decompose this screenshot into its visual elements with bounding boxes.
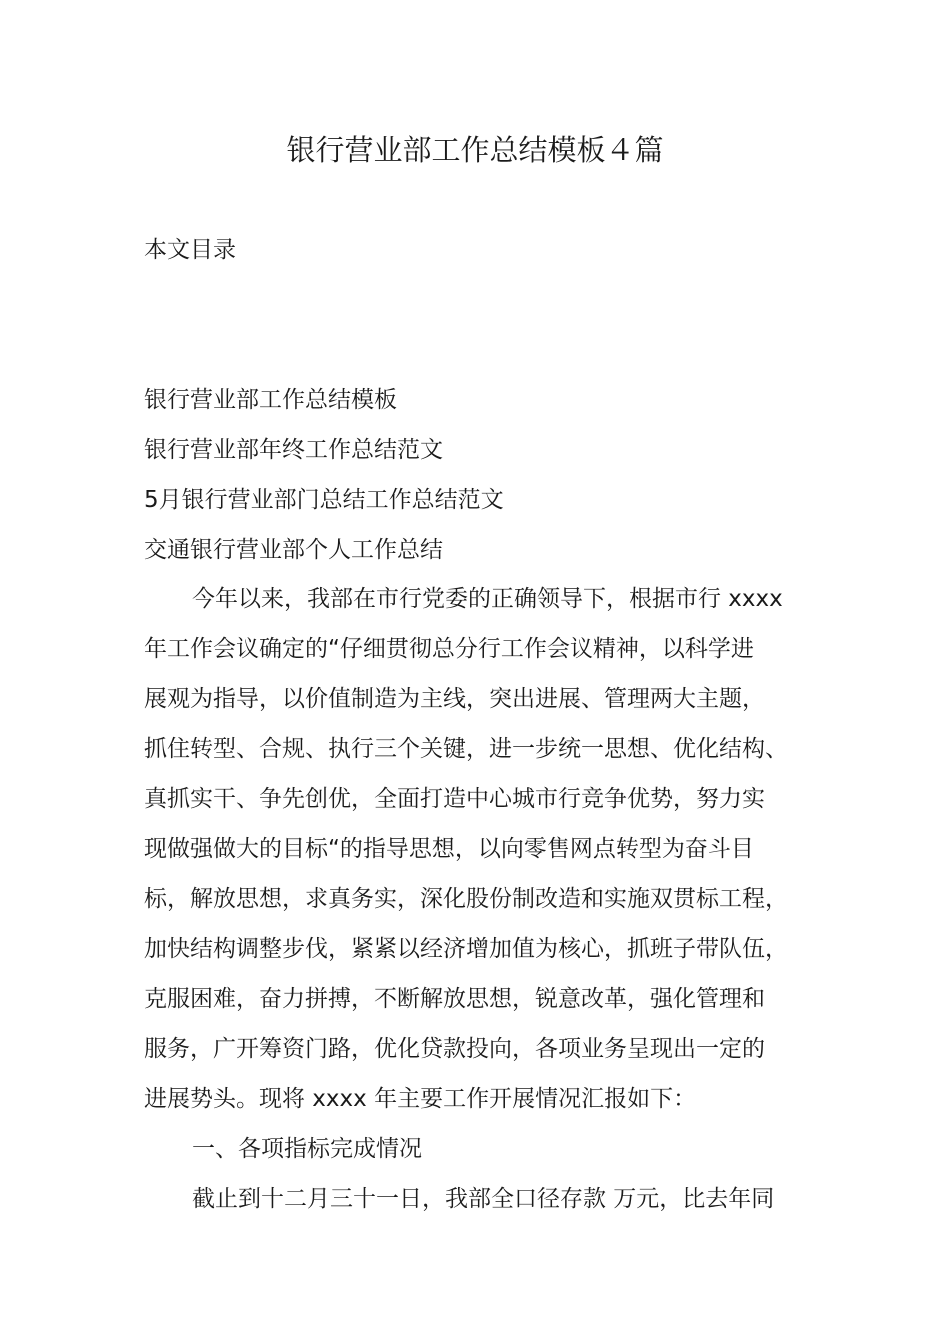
paragraph-line: 年工作会议确定的“仔细贯彻总分行工作会议精神，以科学进	[144, 636, 754, 662]
paragraph-line: 真抓实干、争先创优，全面打造中心城市行竞争优势，努力实	[144, 786, 765, 812]
paragraph-line: 标，解放思想，求真务实，深化股份制改造和实施双贯标工程，	[144, 886, 788, 912]
toc-item[interactable]: 交通银行营业部个人工作总结	[144, 537, 443, 563]
toc-heading: 本文目录	[144, 237, 236, 263]
paragraph-line: 截止到十二月三十一日，我部全口径存款 万元，比去年同	[192, 1186, 775, 1212]
paragraph-line: 展观为指导，以价值制造为主线，突出进展、管理两大主题，	[144, 686, 765, 712]
document-title: 银行营业部工作总结模板４篇	[286, 133, 664, 167]
paragraph-line: 今年以来，我部在市行党委的正确领导下，根据市行 xxxx	[192, 586, 783, 612]
toc-item[interactable]: 银行营业部工作总结模板	[144, 387, 397, 413]
toc-item[interactable]: 5月银行营业部门总结工作总结范文	[144, 487, 504, 513]
paragraph-line: 抓住转型、合规、执行三个关键，进一步统一思想、优化结构、	[144, 736, 788, 762]
paragraph-line: 服务，广开筹资门路，优化贷款投向，各项业务呈现出一定的	[144, 1036, 765, 1062]
section-heading: 一、各项指标完成情况	[192, 1136, 422, 1162]
paragraph-line: 加快结构调整步伐，紧紧以经济增加值为核心，抓班子带队伍，	[144, 936, 788, 962]
paragraph-line: 克服困难，奋力拼搏，不断解放思想，锐意改革，强化管理和	[144, 986, 765, 1012]
toc-item[interactable]: 银行营业部年终工作总结范文	[144, 437, 443, 463]
body-text	[144, 578, 816, 1228]
paragraph-line: 现做强做大的目标“的指导思想，以向零售网点转型为奋斗目	[144, 836, 754, 862]
table-of-contents	[144, 380, 504, 580]
paragraph-line: 进展势头。现将 xxxx 年主要工作开展情况汇报如下：	[144, 1086, 697, 1112]
